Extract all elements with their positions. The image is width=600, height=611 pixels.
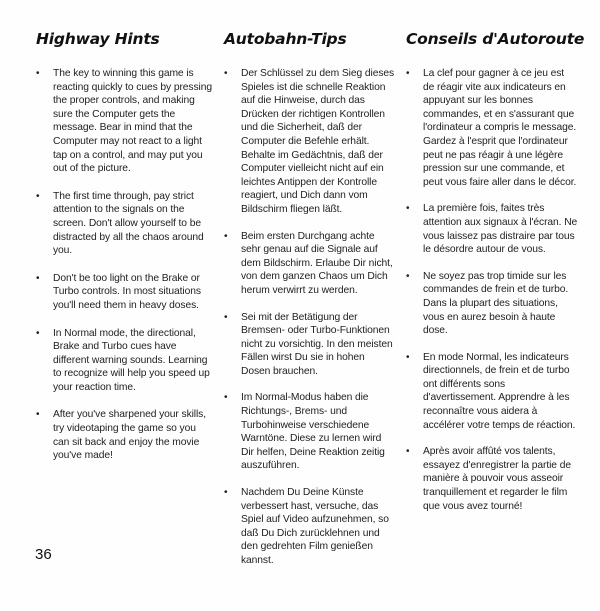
- bullet-icon: •: [36, 327, 40, 339]
- hint-item: [36, 327, 214, 395]
- hint-list-french: [406, 67, 578, 513]
- hint-item: [224, 230, 396, 298]
- bullet-icon: •: [224, 68, 228, 79]
- hint-text: Im Normal-Modus haben die Richtungs-, Brems- und Turbohinweise verschiedene Warntöne. Diese zu lernen wird Dir helfen, Deine Reaktion zeitig auszuführen.: [241, 392, 385, 472]
- hint-item: [36, 272, 214, 313]
- bullet-icon: •: [406, 351, 410, 363]
- page-number: 36: [35, 546, 52, 563]
- column-english: [36, 30, 214, 477]
- hint-text: Don't be too light on the Brake or Turbo controls. In most situations you'll need them in heavy doses.: [53, 272, 201, 311]
- hint-text: After you've sharpened your skills, try videotaping the game so you can sit back and enjoy the movie you've made!: [53, 409, 206, 462]
- hint-text: Beim ersten Durchgang achte sehr genau auf die Signale auf dem Bildschirm. Erlaube Dir nicht, von dem ganzen Chaos um Dich herum verwirrt zu werden.: [241, 230, 393, 296]
- heading-conseils-autoroute: Conseils d'Autoroute: [406, 30, 585, 48]
- bullet-icon: •: [406, 68, 410, 79]
- bullet-icon: •: [224, 230, 228, 242]
- hint-item: [224, 391, 396, 473]
- bullet-icon: •: [36, 409, 40, 421]
- hint-text: Sei mit der Betätigung der Bremsen- oder Turbo-Funktionen nicht zu vorsichtig. In den meisten Fällen wirst Du sie in hohen Dosen brauchen.: [241, 311, 393, 377]
- hint-item: [406, 270, 578, 338]
- hint-item: [36, 190, 214, 258]
- bullet-icon: •: [36, 272, 40, 284]
- hint-item: [36, 408, 214, 462]
- hint-list-english: [36, 67, 214, 463]
- hint-text: The first time through, pay strict attention to the signals on the screen. Don't allow yourself to be distracted by all the chaos around you.: [53, 190, 204, 257]
- hint-text: En mode Normal, les indicateurs directionnels, de frein et de turbo ont différents sons d'avertissement. Apprendre à les reconnaître vous aidera à accélérer votre temps de réaction.: [423, 351, 576, 431]
- hint-item: [406, 351, 578, 433]
- hint-item: [406, 67, 578, 189]
- hint-item: [406, 202, 578, 256]
- column-french: [406, 30, 585, 526]
- bullet-icon: •: [224, 392, 228, 404]
- bullet-icon: •: [36, 190, 40, 202]
- hint-item: [36, 67, 214, 176]
- hint-text: La clef pour gagner à ce jeu est de réagir vite aux indicateurs en appuyant sur les bonnes commandes, et en s'assurant que l'ordinateur a compris le message. Gardez à l'esprit que l'ordinateur peut ne pas réagir à une légère pression sur une commande, et peut vous faire aller dans le décor.: [423, 68, 577, 188]
- bullet-icon: •: [224, 487, 228, 499]
- heading-autobahn-tips: Autobahn-Tips: [224, 30, 347, 48]
- column-german: [224, 30, 396, 581]
- heading-highway-hints: Highway Hints: [36, 30, 160, 48]
- hint-item: [406, 445, 578, 513]
- hint-text: In Normal mode, the directional, Brake and Turbo cues have different warning sounds. Learning to recognize will help you speed up your reaction time.: [53, 327, 210, 393]
- bullet-icon: •: [406, 203, 410, 215]
- hint-text: Ne soyez pas trop timide sur les commandes de frein et de turbo. Dans la plupart des situations, vous en aurez besoin à haute dose.: [423, 270, 569, 337]
- bullet-icon: •: [224, 311, 228, 323]
- hint-item: [224, 486, 396, 568]
- hint-item: [224, 67, 396, 217]
- bullet-icon: •: [36, 68, 40, 79]
- hint-item: [224, 311, 396, 379]
- hint-text: Nachdem Du Deine Künste verbessert hast, versuche, das Spiel auf Video aufzunehmen, so daß Du Dich zurücklehnen und den gedrehten Film genießen kannst.: [241, 487, 389, 566]
- hint-text: Après avoir affûté vos talents, essayez d'enregistrer la partie de manière à pouvoir vous asseoir tranquillement et regarder le film que vous avez tourné!: [423, 446, 571, 512]
- bullet-icon: •: [406, 270, 410, 282]
- hint-text: The key to winning this game is reacting quickly to cues by pressing the proper controls, and making sure the Computer gets the message. Bear in mind that the Computer may not react to a light tap on a control, and may put you out of the picture.: [53, 68, 212, 175]
- bullet-icon: •: [406, 446, 410, 458]
- hint-list-german: [224, 67, 396, 568]
- hint-text: La première fois, faites très attention aux signaux à l'écran. Ne vous laissez pas distraire par tous le désordre autour de vous.: [423, 203, 578, 256]
- hint-text: Der Schlüssel zu dem Sieg dieses Spieles ist die schnelle Reaktion auf die Hinweise, durch das Drücken der richtigen Kontrollen und die Sicherheit, daß der Computer die Befehle erhält. Behalte im Gedächtnis, daß der Computer vielleicht nicht auf ein leichtes Antippen der Kontrolle reagiert, und Dich dann vom Bildschirm fliegen läßt.: [241, 68, 395, 215]
